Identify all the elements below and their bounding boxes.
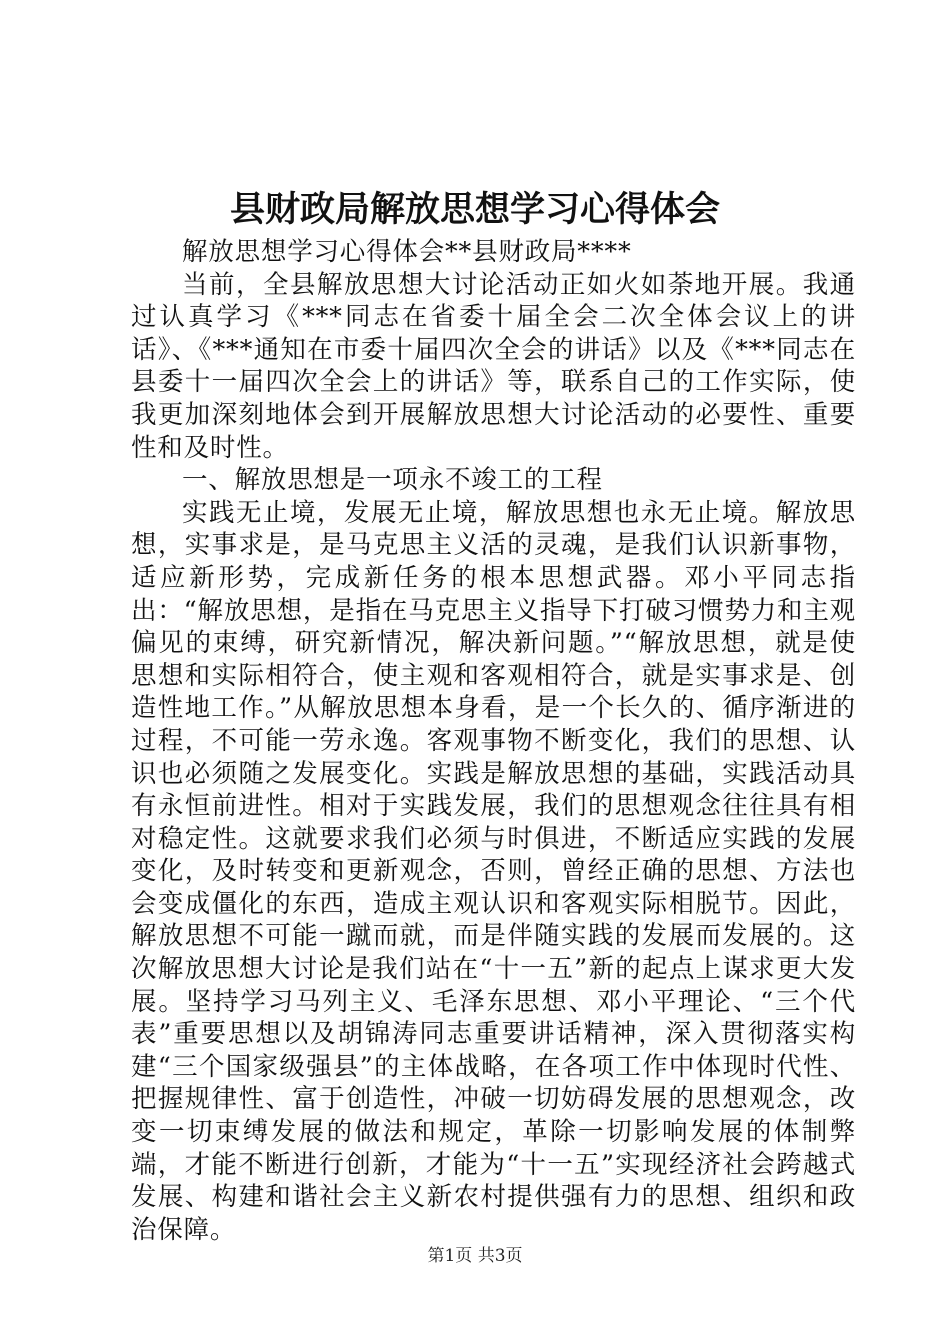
- document-title: 县财政局解放思想学习心得体会: [229, 189, 720, 230]
- intro-paragraph: 当前，全县解放思想大讨论活动正如火如荼地开展。我通过认真学习《***同志在省委十届全会二次全体会议上的讲话》、《***通知在市委十届四次全会的讲话》以及《***同志在县委十一届四次全会上的讲话》等，联系自己的工作实际，使我更加深刻地体会到开展解放思想大讨论活动的必要性、重要性和及时性。: [131, 269, 856, 463]
- document-body: [131, 236, 856, 1246]
- subtitle-line: 解放思想学习心得体会**县财政局****: [182, 237, 632, 267]
- section-paragraph: 实践无止境，发展无止境，解放思想也永无止境。解放思想，实事求是，是马克思主义活的灵魂，是我们认识新事物，适应新形势，完成新任务的根本思想武器。邓小平同志指出：“解放思想，是指在马克思主义指导下打破习惯势力和主观偏见的束缚，研究新情况，解决新问题。”“解放思想，就是使思想和实际相符合，使主观和客观相符合，就是实事求是、创造性地工作。”从解放思想本身看，是一个长久的、循序渐进的过程，不可能一劳永逸。客观事物不断变化，我们的思想、认识也必须随之发展变化。实践是解放思想的基础，实践活动具有永恒前进性。相对于实践发展，我们的思想观念往往具有相对稳定性。这就要求我们必须与时俱进，不断适应实践的发展变化，及时转变和更新观念，否则，曾经正确的思想、方法也会变成僵化的东西，造成主观认识和客观实际相脱节。因此，解放思想不可能一蹴而就，而是伴随实践的发展而发展的。这次解放思想大讨论是我们站在“十一五”新的起点上谋求更大发展。坚持学习马列主义、毛泽东思想、邓小平理论、“三个代表”重要思想以及胡锦涛同志重要讲话精神，深入贯彻落实构建“三个国家级强县”的主体战略，在各项工作中体现时代性、把握规律性、富于创造性，冲破一切妨碍发展的思想观念，改变一切束缚发展的做法和规定，革除一切影响发展的体制弊端，才能不断进行创新，才能为“十一五”实现经济社会跨越式发展、构建和谐社会主义新农村提供强有力的思想、组织和政治保障。: [131, 497, 856, 1245]
- page-footer: 第1页 共3页: [427, 1246, 523, 1266]
- section-heading: 一、解放思想是一项永不竣工的工程: [182, 465, 603, 496]
